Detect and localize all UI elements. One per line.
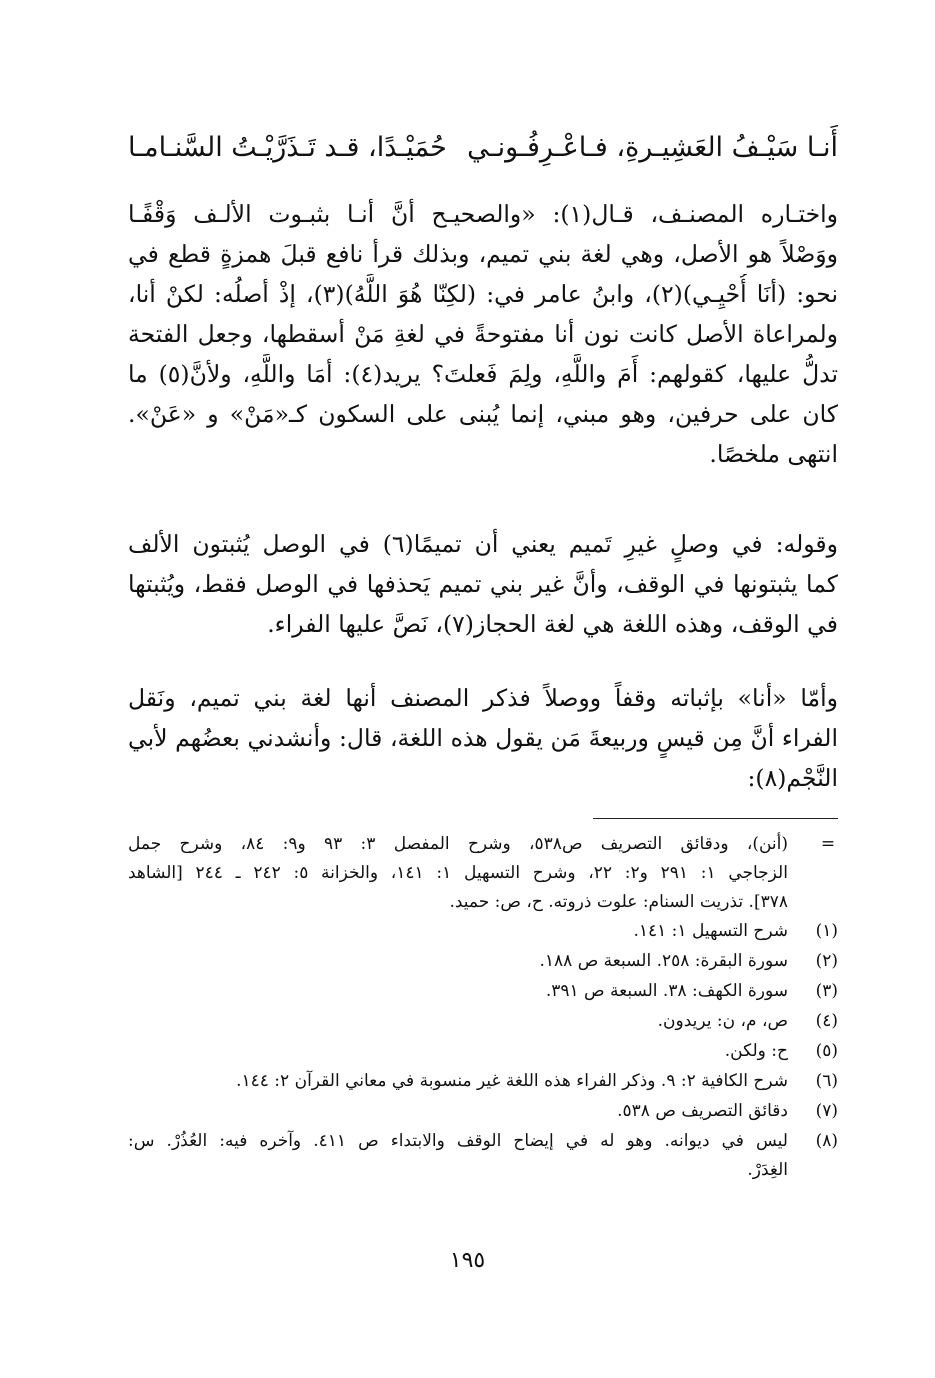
text-line: كان على حرفين، وهو مبني، إنما يُبنى على السكون كـ«مَنْ» و «عَنْ». (128, 400, 838, 428)
poetry-verse (128, 126, 838, 170)
footnote-line: سورة الكهف: ٣٨. السبعة ص ٣٩١. (545, 981, 788, 1001)
footnote-2 (128, 947, 838, 977)
text-line: في الوقف، وهذه اللغة هي لغة الحجاز(٧)، نَصَّ عليها الفراء. (267, 610, 838, 638)
footnote-line: ح: ولكن. (724, 1041, 788, 1061)
paragraph-2 (128, 524, 838, 644)
footnote-number: (٧) (815, 1101, 838, 1121)
footnote-continuation (128, 830, 838, 917)
footnote-separator (593, 818, 838, 819)
text-line: ولمراعاة الأصل كانت نون أنا مفتوحةً في لغةِ مَنْ أسقطها، وجعل الفتحة (128, 320, 838, 348)
footnote-number: (٥) (815, 1041, 838, 1061)
footnotes (128, 830, 838, 1185)
footnote-line: دقائق التصريف ص ٥٣٨. (617, 1101, 788, 1121)
footnote-number: (٢) (815, 951, 838, 971)
verse-first-hemistich: أَنـا سَيْـفُ العَشِيـرةِ، فـاعْـرِفُـونـي (467, 132, 838, 163)
footnote-8 (128, 1127, 838, 1185)
text-line: تدلُّ عليها، كقولهم: أَمَ واللَّهِ، ولِمَ فَعلتَ؟ يريد(٤): أمَا واللَّهِ، ولأنَّ(٥) ما (128, 360, 838, 388)
footnote-line: ص، م، ن: يريدون. (657, 1011, 788, 1031)
text-line: الفراء أنَّ مِن قيسٍ وربيعةَ مَن يقول هذه اللغة، قال: وأنشدني بعضُهم لأبي (128, 724, 838, 752)
footnote-line: سورة البقرة: ٢٥٨. السبعة ص ١٨٨. (539, 951, 788, 971)
footnote-number: (١) (815, 921, 838, 941)
footnote-5 (128, 1037, 838, 1067)
footnote-4 (128, 1007, 838, 1037)
footnote-line: ٣٧٨]. تذريت السنام: علوت ذروته. ح، ص: حميد. (449, 892, 788, 912)
footnote-line: (أنن)، ودقائق التصريف ص٥٣٨، وشرح المفصل ٣: ٩٣ و٩: ٨٤، وشرح جمل (128, 834, 788, 854)
text-line: نحو: (أنَا أُحْيِـي)(٢)، وابنُ عامر في: (لكِنّا هُوَ اللَّهُ)(٣)، إذْ أصلُه: لكنْ أنا، (128, 280, 838, 308)
footnote-number: (٦) (815, 1071, 838, 1091)
continuation-marker: = (820, 834, 836, 854)
footnote-number: (٤) (815, 1011, 838, 1031)
page-number: ١٩٥ (449, 1248, 486, 1273)
text-line: انتهى ملخصًا. (709, 440, 838, 468)
text-line: وأمّا «أنا» بإثباته وقفاً ووصلاً فذكر المصنف أنها لغة بني تميم، ونَقل (128, 684, 838, 712)
text-line: ووَصْلاً هو الأصل، وهي لغة بني تميم، وبذلك قرأ نافع قبلَ همزةٍ قطع في (128, 240, 838, 268)
footnote-line: شرح الكافية ٢: ٩. وذكر الفراء هذه اللغة غير منسوبة في معاني القرآن ٢: ١٤٤. (236, 1071, 788, 1091)
text-line: النَّجْم(٨): (747, 764, 838, 792)
footnote-line: شرح التسهيل ١: ١٤١. (633, 921, 788, 941)
footnote-line: الغِدَرْ. (747, 1160, 788, 1180)
paragraph-1 (128, 194, 838, 474)
footnote-line: الزجاجي ١: ٢٩١ و٢: ٢٢، وشرح التسهيل ١: ١٤١، والخزانة ٥: ٢٤٢ ـ ٢٤٤ [الشاهد (128, 863, 788, 883)
footnote-3 (128, 977, 838, 1007)
footnote-7 (128, 1097, 838, 1127)
text-line: كما يثبتونها في الوقف، وأنَّ غير بني تميم يَحذفها في الوصل فقط، ويُثبتها (128, 570, 838, 598)
footnote-number: (٨) (815, 1131, 838, 1151)
paragraph-3 (128, 678, 838, 798)
footnote-1 (128, 917, 838, 947)
text-line: وقوله: في وصلٍ غيرِ تَميم يعني أن تميمًا(٦) في الوصل يُثبتون الألف (128, 530, 838, 558)
footnote-number: (٣) (815, 981, 838, 1001)
text-line: واختـاره المصنـف، قـال(١): «والصحيـح أنَّ أنـا بثبـوت الألـف وَقْفًـا (128, 200, 838, 228)
verse-second-hemistich: حُمَيْـدًا، قـد تَـذَرَّيْـتُ السَّنـامـا (128, 132, 447, 163)
footnote-line: ليس في ديوانه. وهو له في إيضاح الوقف والابتداء ص ٤١١. وآخره فيه: العُذُرْ. س: (128, 1131, 788, 1151)
footnote-6 (128, 1067, 838, 1097)
